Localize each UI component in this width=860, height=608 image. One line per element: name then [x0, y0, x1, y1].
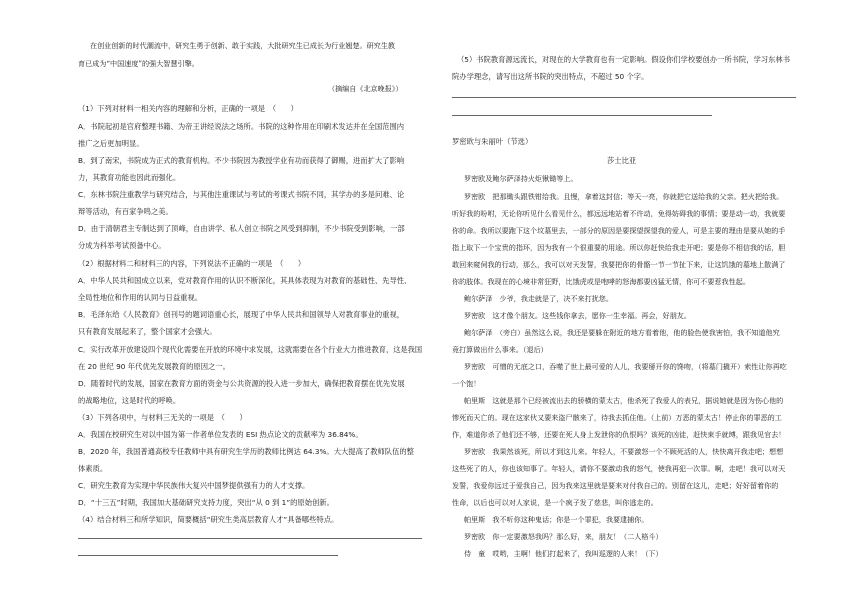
- q1-option-a-line-2: 推广之后更加明显。: [78, 139, 144, 148]
- script-line: 侍 童 哎哟，主啊！他们打起来了，我叫巡逻的人来！（下）: [464, 549, 663, 558]
- q1-option-b-line-1: B．到了南宋，书院成为正式的教育机构。不少书院因为教授学业有功而获得了御赐，进而扩大了影响: [78, 156, 405, 165]
- q5-answer-line-2[interactable]: [452, 115, 712, 116]
- q2-option-d-line-2: 的战略地位，这是时代的呼唤。: [78, 396, 181, 405]
- q2-option-b-line-2: 只有教育发展起来了，整个国家才会强大。: [78, 327, 217, 336]
- script-line: 你的肢体。我现在的心境非常狂野，比饿虎或是咆哮的怒海都要凶猛无情，你可不要惹我性起。: [452, 277, 750, 286]
- q2-option-b-line-1: B．毛泽东给《人民教育》创刊号的题词语重心长，展现了中华人民共和国领导人对教育事业的重视，: [78, 310, 405, 319]
- q3-option-a: A．我国在校研究生对以中国为第一作者单位发表的 ESI 热点论文的贡献率为 36.84%。: [78, 430, 363, 439]
- q1-option-d-line-2: 分成为科举考试预备中心。: [78, 241, 166, 250]
- q1-option-b-line-2: 力，其教育功能也因此而强化。: [78, 173, 181, 182]
- script-line: 竟打算做出什么事来。（退后）: [452, 345, 548, 354]
- script-line: 鲍尔萨泽 少爷，我走就是了，决不来打扰您。: [464, 294, 613, 303]
- script-line: 性命，以后也可以对人家说，是一个疯子发了慈悲，叫你逃走的。: [452, 498, 658, 507]
- script-line: 敢回来窥伺我的行动，那么，我可以对天发誓，我要把你的骨骼一节一节扯下来，让这饥饿的墓地上散满了: [452, 260, 786, 269]
- script-line: 作，难道你杀了他们还不够，还要在死人身上发泄你的仇恨吗？该死的凶徒，赶快束手就缚，跟我见官去！: [452, 430, 786, 439]
- q1-option-c-line-1: C．东林书院注重教学与研究结合，与其他注重课试与考试的考课式书院不同，其学办的多是问难、论: [78, 190, 405, 199]
- q4-answer-line-1[interactable]: [78, 538, 422, 539]
- q2-option-c-line-1: C．实行改革开放建设四个现代化需要在开放的环境中求发展，这就需要在各个行业大力推进教育，这是我国: [78, 345, 423, 354]
- source-citation: （摘编自《北京晚报》）: [328, 84, 403, 93]
- q2-option-a-line-1: A．中华人民共和国成立以来，党对教育作用的认识不断深化，其具体表现为对教育的基础性、先导性、: [78, 276, 412, 285]
- script-line: 罗密欧及鲍尔萨泽持火炬锹锄等上。: [464, 174, 578, 183]
- script-line: 帕里斯 这就是那个已经被流出去的骄横的蒙太古，他杀死了我爱人的表兄，据说她就是因为伤心他的: [464, 396, 784, 405]
- script-line: 罗密欧 你一定要激怒我吗？那么好，来，朋友！（二人格斗）: [464, 532, 663, 541]
- q2-option-c-line-2: 在 20 世纪 90 年代优先发展教育的原因之一。: [78, 362, 230, 371]
- q1-stem: （1）下列对材料一相关内容的理解和分析，正确的一项是 （ ）: [78, 104, 298, 113]
- intro-line-1: 在创业创新的时代潮流中，研究生勇于创新、敢于实践，大批研究生已成长为行业翘楚。研究生教: [90, 41, 396, 50]
- script-line: 罗密欧 这才像个朋友。这些钱你拿去，愿你一生幸福。再会，好朋友。: [464, 311, 691, 320]
- script-line: 听好我的吩咐，无论你听见什么看见什么，都远远地站着不许动，免得妨碍我的事情；要是动一动，我就要: [452, 209, 786, 218]
- q3-option-c: C．研究生教育为实现中华民族伟大复兴中国梦提供强有力的人才支撑。: [78, 481, 310, 490]
- script-line: 这些死了的人，你也该知事了。年轻人，请你不要激动我的怒气，使我再犯一次罪。啊，走吧！我可以对天: [452, 464, 786, 473]
- q5-answer-line-1[interactable]: [452, 97, 796, 98]
- script-line: 你的命。我所以要跑下这个坟墓里去，一部分的原因是要探望探望我的爱人，可是主要的理由是要从她的手: [452, 226, 786, 235]
- q3-option-b-line-2: 体素质。: [78, 464, 108, 473]
- q2-option-a-line-2: 全局性地位和作用的认同与日益重视。: [78, 293, 203, 302]
- script-line: 罗密欧 可憎的无底之口，吞噬了世上最可爱的人儿，我要掰开你的馋吻，（将墓门撬开）索性让你再吃: [464, 362, 787, 371]
- script-line: 发誓，我爱你远过于爱我自己，因为我来这里就是要来对付我自己的。别留在这儿，走吧；好好留着你的: [452, 481, 779, 490]
- q3-option-b-line-1: B．2020 年，我国普通高校专任教师中具有研究生学历的教师比例达 64.3%。大大提高了教师队伍的整: [78, 447, 414, 456]
- script-line: 罗密欧 我果然该死，所以才到这儿来。年轻人，不要激怒一个不顾死活的人，快快离开我走吧；想想: [464, 447, 784, 456]
- q2-option-d-line-1: D．随着时代的发展，国家在教育方面的资金与公共资源的投入进一步加大，确保把教育摆在优先发展: [78, 379, 405, 388]
- script-line: 指上取下一个宝贵的指环，因为我有一个很重要的用途。所以你赶快给我走开吧；要是你不相信我的话，胆: [452, 243, 786, 252]
- q3-stem: （3）下列各项中，与材料三无关的一项是 （ ）: [78, 413, 247, 422]
- script-line: 帕里斯 我不听你这种鬼话；你是一个罪犯，我要逮捕你。: [464, 515, 649, 524]
- q5-stem-line-1: （5）书院教育源远流长，对现在的大学教育也有一定影响。假设你们学校要创办一所书院，学习东林书: [457, 55, 790, 64]
- q1-option-a-line-1: A．书院起初是官府整理书籍、为帝王讲经说法之场所。书院的这种作用在印刷术发达并在全国范围内: [78, 122, 405, 131]
- script-line: 一个饱！: [452, 379, 481, 388]
- q4-answer-line-2[interactable]: [78, 555, 338, 556]
- intro-line-2: 育已成为“中国速度”的强大智慧引擎。: [78, 59, 199, 68]
- q3-option-d: D．“十三五”时期，我国加大基础研究支持力度，突出“从 0 到 1”的原始创新。: [78, 498, 334, 507]
- q1-option-d-line-1: D．由于清朝君主专制达到了顶峰，自由讲学、私人创立书院之风受到抑制，不少书院受到影响，一部: [78, 224, 405, 233]
- script-line: 鲍尔萨泽 （旁白）虽然这么说，我还是要躲在附近的地方看着他，他的脸色使我害怕，我不知道他究: [464, 328, 780, 337]
- q4-stem: （4）结合材料三和所学知识，简要概括“研究生类高层教育人才”具备哪些特点。: [78, 515, 339, 524]
- q1-option-c-line-2: 辩等活动，有百家争鸣之美。: [78, 207, 173, 216]
- script-line: 惨死而天亡的。现在这家伙又要来盗尸骸来了，待我去抓住他。（上前）万恶的蒙太古！停止你的罪恶的工: [452, 413, 782, 422]
- script-line: 罗密欧 把那锄头跟铁钳给我。且慢，拿着这封信；等天一亮，你就把它送给我的父亲。把火把给我。: [464, 192, 784, 201]
- excerpt-title: 罗密欧与朱丽叶（节选）: [452, 137, 533, 146]
- q2-stem: （2）根据材料二和材料三的内容，下列说法不正确的一项是 （ ）: [78, 259, 306, 268]
- q5-stem-line-2: 院办学理念，请写出这所书院的突出特点，不超过 50 个字。: [452, 72, 649, 81]
- excerpt-author: 莎士比亚: [607, 156, 637, 165]
